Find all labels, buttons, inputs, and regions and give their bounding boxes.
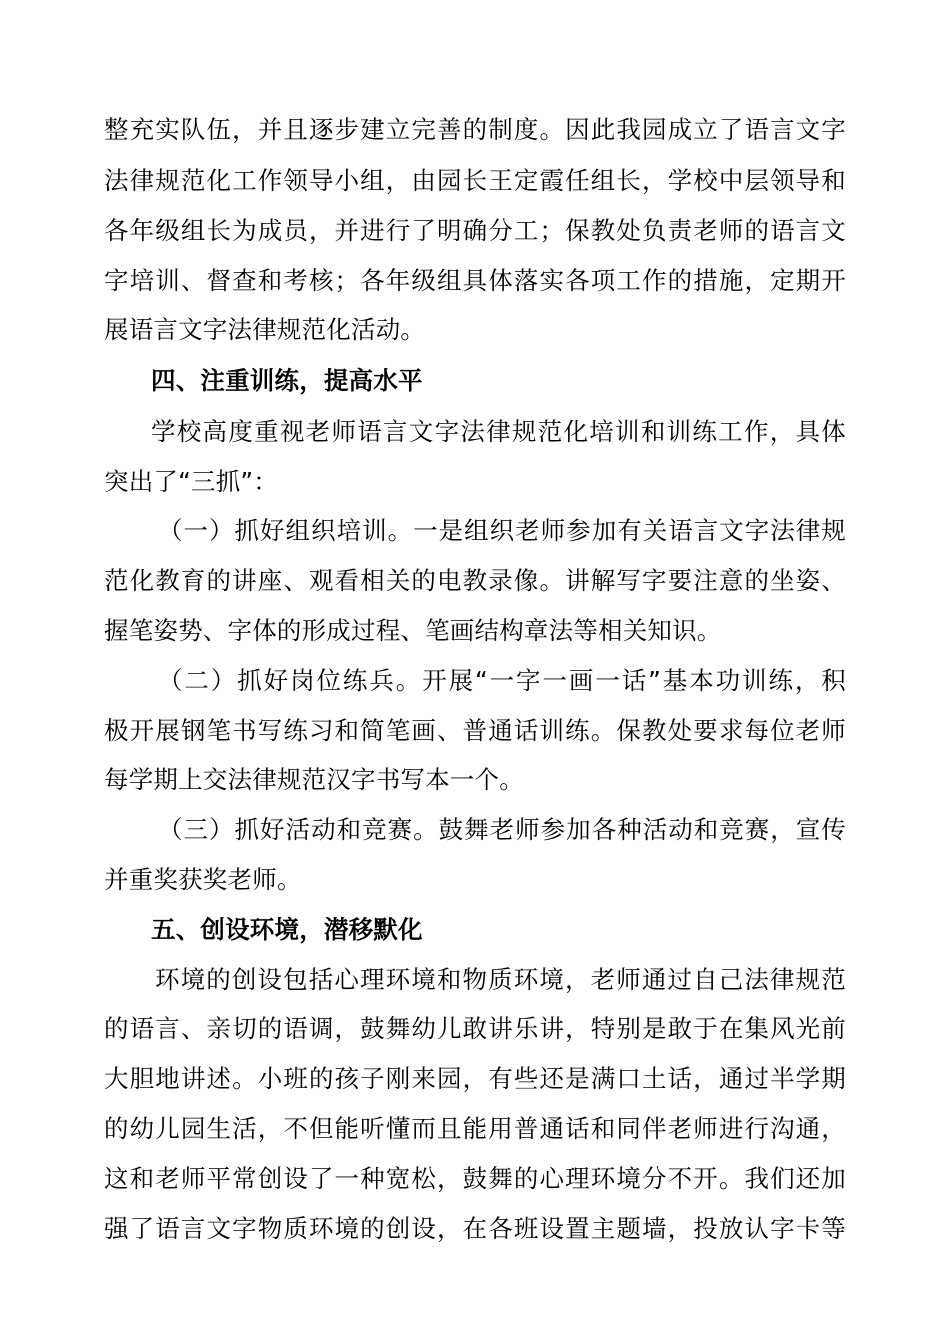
paragraph-line: 的幼儿园生活，不但能听懂而且能用普通话和同伴老师进行沟通， bbox=[104, 1114, 846, 1143]
paragraph-line: （三）抓好活动和竞赛。鼓舞老师参加各种活动和竞赛，宣传 bbox=[158, 815, 846, 844]
paragraph-line: 范化教育的讲座、观看相关的电教录像。讲解写字要注意的坐姿、 bbox=[104, 566, 846, 595]
paragraph-line: 极开展钢笔书写练习和简笔画、普通话训练。保教处要求每位老师 bbox=[104, 716, 846, 745]
paragraph-line: 大胆地讲述。小班的孩子刚来园，有些还是满口土话，通过半学期 bbox=[104, 1064, 846, 1093]
paragraph-line: 的语言、亲切的语调，鼓舞幼儿敢讲乐讲，特别是敢于在集风光前 bbox=[104, 1014, 846, 1043]
paragraph-line: 法律规范化工作领导小组，由园长王定霞任组长，学校中层领导和 bbox=[104, 166, 846, 195]
paragraph-line: 展语言文字法律规范化活动。 bbox=[104, 315, 426, 344]
paragraph-line: 每学期上交法律规范汉字书写本一个。 bbox=[104, 765, 524, 794]
paragraph-line: 学校高度重视老师语言文字法律规范化培训和训练工作，具体 bbox=[151, 417, 846, 446]
paragraph-line: 突出了“三抓”： bbox=[104, 467, 278, 496]
paragraph-line: 环境的创设包括心理环境和物质环境，老师通过自己法律规范 bbox=[155, 965, 846, 994]
paragraph-line: 整充实队伍，并且逐步建立完善的制度。因此我园成立了语言文字 bbox=[104, 115, 846, 144]
paragraph-line: （一）抓好组织培训。一是组织老师参加有关语言文字法律规 bbox=[158, 516, 846, 545]
paragraph-line: 字培训、督查和考核；各年级组具体落实各项工作的措施，定期开 bbox=[104, 266, 846, 295]
section-heading: 五、创设环境，潜移默化 bbox=[151, 915, 423, 944]
paragraph-line: 各年级组长为成员，并进行了明确分工；保教处负责老师的语言文 bbox=[104, 216, 846, 245]
paragraph-line: 这和老师平常创设了一种宽松，鼓舞的心理环境分不开。我们还加 bbox=[104, 1164, 846, 1193]
paragraph-line: （二）抓好岗位练兵。开展“一字一画一话”基本功训练，积 bbox=[158, 666, 846, 695]
paragraph-line: 并重奖获奖老师。 bbox=[104, 865, 302, 894]
section-heading: 四、注重训练，提高水平 bbox=[151, 366, 423, 395]
paragraph-line: 握笔姿势、字体的形成过程、笔画结构章法等相关知识。 bbox=[104, 616, 722, 645]
paragraph-line: 强了语言文字物质环境的创设，在各班设置主题墙，投放认字卡等 bbox=[104, 1214, 846, 1243]
